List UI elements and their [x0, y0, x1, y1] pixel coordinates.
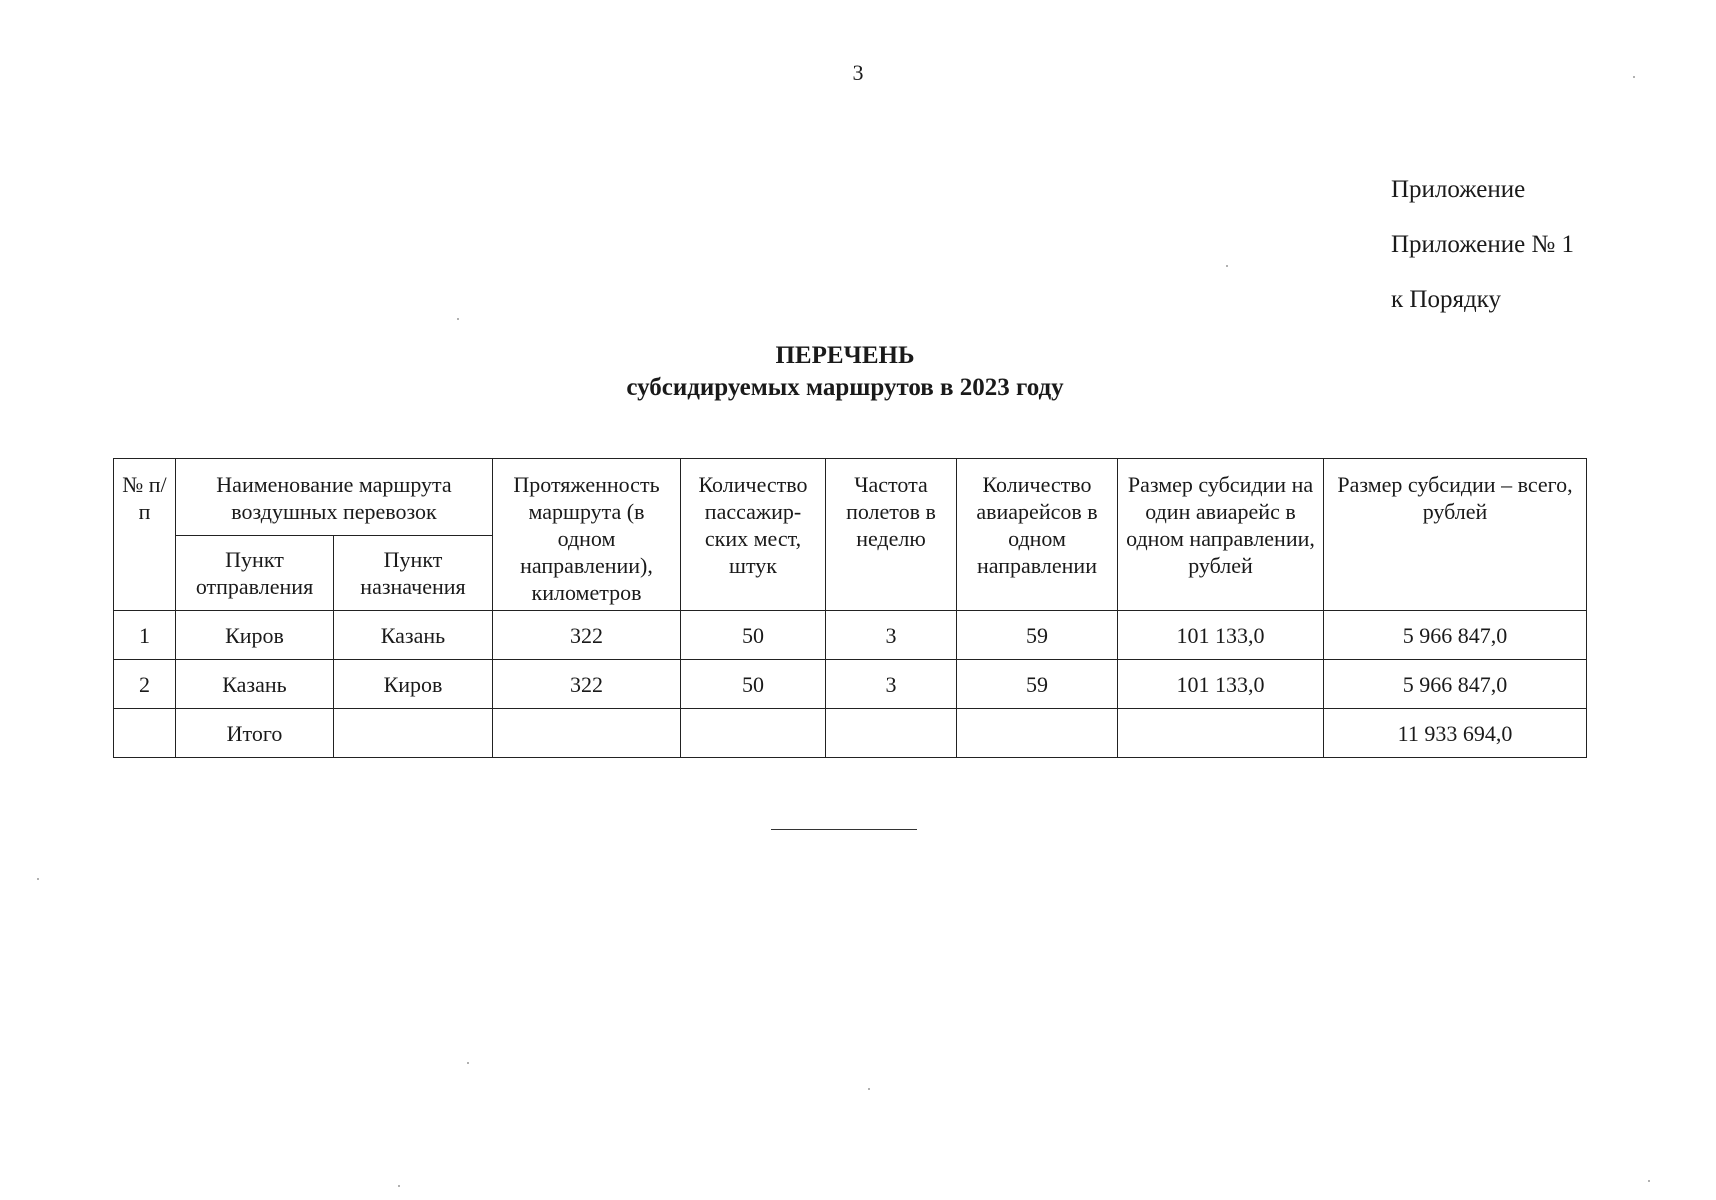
- cell-destination: Казань: [334, 611, 493, 660]
- annex-line-2: Приложение № 1: [1391, 231, 1575, 258]
- annex-block: [1391, 162, 1574, 327]
- header-subsidy-per-flight: Размер субсидии на один авиарейс в одном направлении, рублей: [1118, 459, 1324, 611]
- cell-subsidy-total: 5 966 847,0: [1324, 660, 1587, 709]
- closing-rule: [771, 829, 917, 830]
- total-row: [114, 709, 1587, 758]
- scan-speck: [1633, 76, 1635, 78]
- scan-speck: [868, 1088, 870, 1090]
- header-flights: Количество авиарейсов в одном направлении: [957, 459, 1118, 611]
- total-cell-empty: [114, 709, 176, 758]
- routes-table: [113, 458, 1587, 758]
- header-departure: Пункт отправления: [176, 536, 334, 611]
- header-subsidy-total: Размер субсидии – всего, рублей: [1324, 459, 1587, 611]
- cell-frequency: 3: [826, 611, 957, 660]
- header-row-1: [114, 459, 1587, 536]
- cell-flights: 59: [957, 611, 1118, 660]
- header-frequency: Частота полетов в неделю: [826, 459, 957, 611]
- scan-speck: [398, 1185, 400, 1187]
- cell-seats: 50: [681, 660, 826, 709]
- page-number: 3: [852, 60, 864, 85]
- cell-num: 1: [114, 611, 176, 660]
- annex-line-1: Приложение: [1391, 176, 1526, 203]
- title-line-1: ПЕРЕЧЕНЬ: [775, 342, 915, 369]
- table-row: [114, 660, 1587, 709]
- total-cell-empty: [826, 709, 957, 758]
- cell-departure: Казань: [176, 660, 334, 709]
- cell-flights: 59: [957, 660, 1118, 709]
- cell-subsidy-per-flight: 101 133,0: [1118, 611, 1324, 660]
- cell-length: 322: [493, 611, 681, 660]
- header-destination: Пункт назначения: [334, 536, 493, 611]
- scan-speck: [467, 1062, 469, 1064]
- annex-line-3: к Порядку: [1391, 286, 1501, 313]
- document-title: [0, 340, 1690, 404]
- total-cell-empty: [681, 709, 826, 758]
- cell-seats: 50: [681, 611, 826, 660]
- cell-destination: Киров: [334, 660, 493, 709]
- header-num: № п/п: [114, 459, 176, 611]
- total-label: Итого: [176, 709, 334, 758]
- cell-frequency: 3: [826, 660, 957, 709]
- total-cell-empty: [957, 709, 1118, 758]
- scan-speck: [1648, 1180, 1650, 1182]
- title-line-2: субсидируемых маршрутов в 2023 году: [626, 374, 1064, 401]
- total-cell-empty: [493, 709, 681, 758]
- cell-subsidy-total: 5 966 847,0: [1324, 611, 1587, 660]
- total-cell-empty: [334, 709, 493, 758]
- total-cell-empty: [1118, 709, 1324, 758]
- cell-length: 322: [493, 660, 681, 709]
- header-route-name: Наименование маршрута воздушных перевозок: [176, 459, 493, 536]
- scan-speck: [1226, 265, 1228, 267]
- cell-num: 2: [114, 660, 176, 709]
- header-seats: Количество пассажир-ских мест, штук: [681, 459, 826, 611]
- table-row: [114, 611, 1587, 660]
- scan-speck: [37, 878, 39, 880]
- scan-speck: [457, 318, 459, 320]
- cell-subsidy-per-flight: 101 133,0: [1118, 660, 1324, 709]
- total-subsidy: 11 933 694,0: [1324, 709, 1587, 758]
- header-length: Протяженность маршрута (в одном направлении), километров: [493, 459, 681, 611]
- cell-departure: Киров: [176, 611, 334, 660]
